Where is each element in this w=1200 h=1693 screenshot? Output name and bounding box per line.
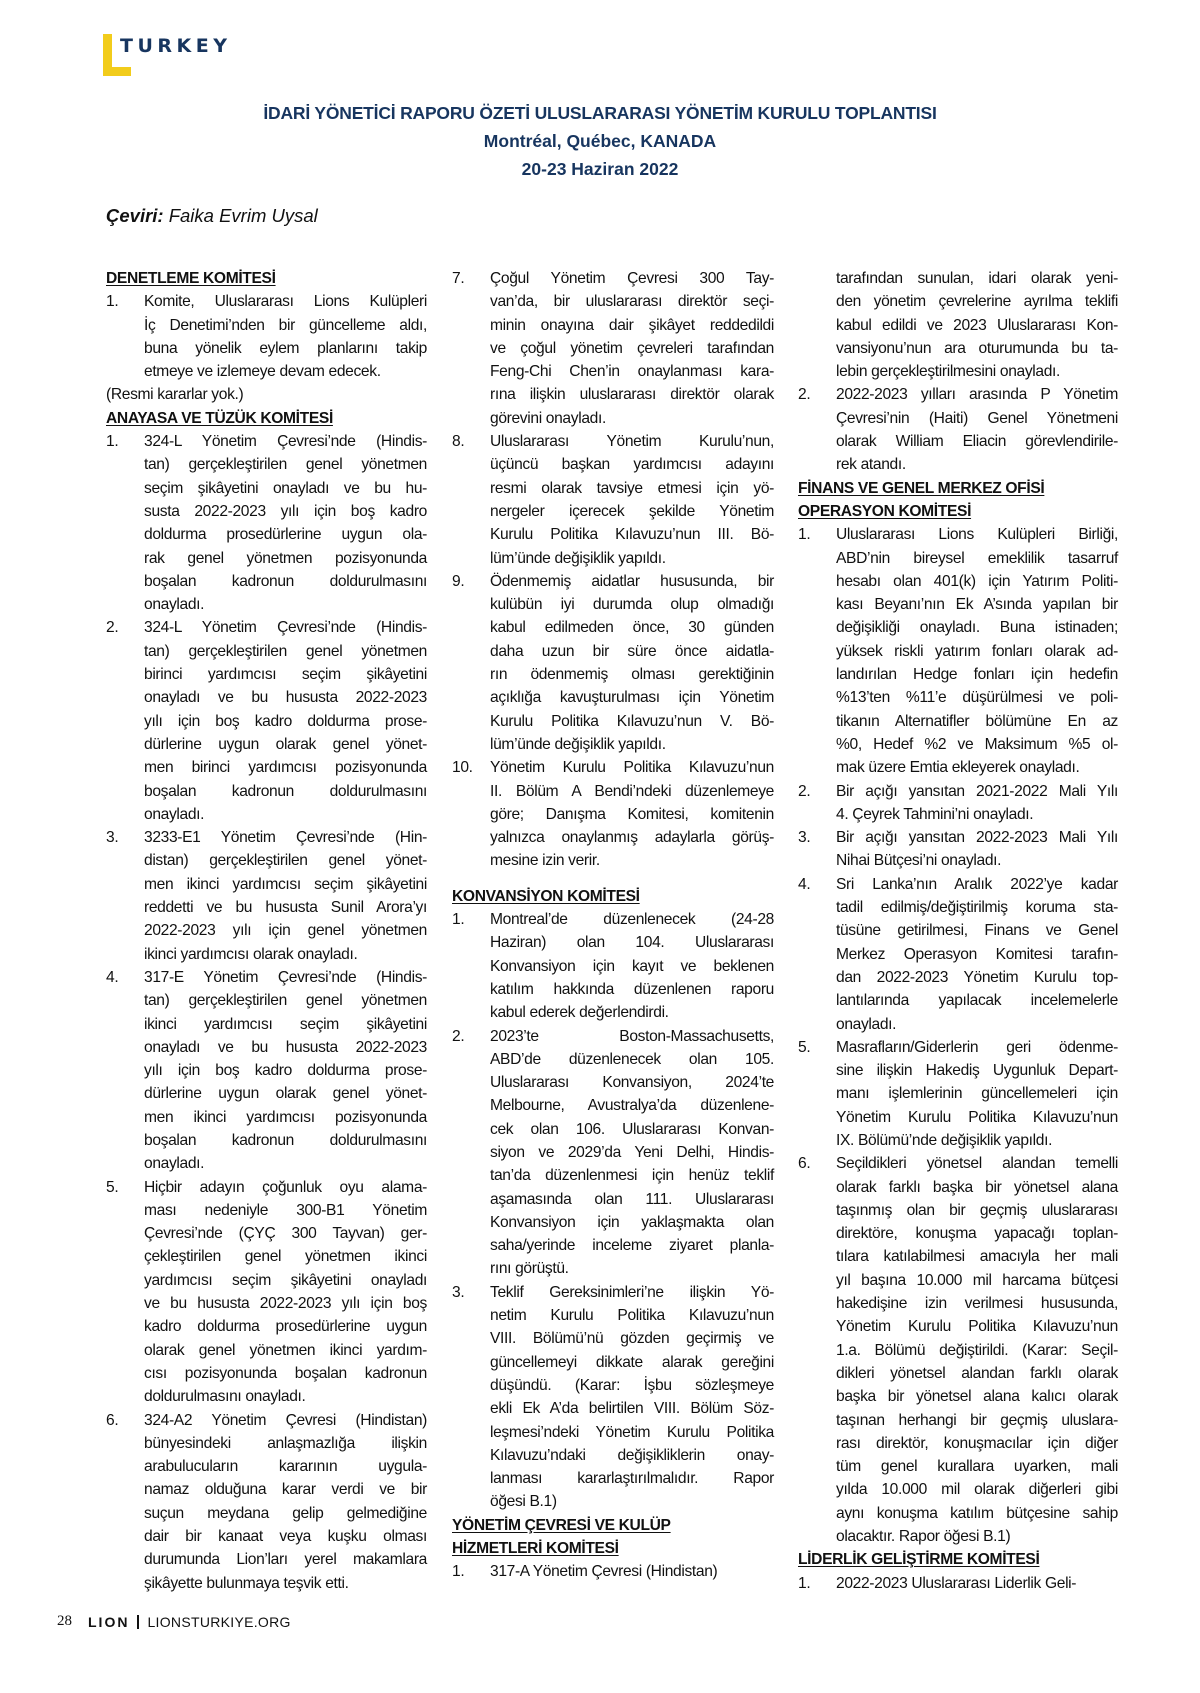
text-line: açıklığa kavuşturulması için Yönetim <box>490 689 774 707</box>
item-text <box>490 756 774 872</box>
text-line: lanması kararlaştırılmalıdır. Rapor <box>490 1470 774 1488</box>
item-text <box>490 570 774 756</box>
text-line: Kılavuzu’ndaki değişikliklerin onay- <box>490 1446 774 1464</box>
text-line: onayladı. <box>836 1015 897 1033</box>
list-item <box>452 430 774 570</box>
text-line: resmi olarak tavsiye etmesi için yö- <box>490 479 774 497</box>
footer-brand: LION <box>88 1613 130 1630</box>
item-number: 4. <box>798 875 811 893</box>
heading-line: KONVANSİYON KOMİTESİ <box>452 887 640 905</box>
item-number: 7. <box>452 270 465 287</box>
text-line: boşalan kadronun doldurulmasını <box>144 1131 427 1149</box>
text-line: rak genel yönetmen pozisyonunda <box>144 549 427 567</box>
text-line: sine ilişkin Hakediş Uygunluk Depart- <box>836 1062 1118 1080</box>
text-line: dan 2022-2023 Yönetim Kurulu top- <box>836 968 1118 986</box>
text-line: doldurulmasını onayladı. <box>144 1388 306 1406</box>
text-line: kabul edilmeden önce, 30 günden <box>490 619 774 637</box>
text-line: yılda 10.000 mil olarak diğerleri gibi <box>836 1481 1118 1499</box>
text-line: dikleri yönetsel alandan farklı olarak <box>836 1364 1118 1382</box>
text-line: rını görüştü. <box>490 1260 569 1278</box>
text-line: %0, Hedef %2 ve Maksimum %5 ol- <box>836 735 1118 753</box>
text-line: Bir açığı yansıtan 2022-2023 Mali Yılı <box>836 829 1118 847</box>
text-line: minin onayına dair şikâyet reddedildi <box>490 316 774 334</box>
footer-divider <box>137 1615 139 1629</box>
item-number: 2. <box>106 619 119 637</box>
text-line: aynı konuşma katılım bütçesine sahip <box>836 1504 1118 1522</box>
text-line: yılı için boş kadro doldurma prose- <box>144 1062 427 1080</box>
text-line: tikanın Alternatifler bölümüne En az <box>836 712 1118 730</box>
text-line: 2023’te Boston-Massachusetts, <box>490 1027 774 1045</box>
text-line: Çevresi’nin (Haiti) Genel Yönetmeni <box>836 409 1118 427</box>
text-line: olacaktır. Rapor öğesi B.1) <box>836 1528 1011 1546</box>
heading-line: HİZMETLERİ KOMİTESİ <box>452 1540 619 1558</box>
text-column-2 <box>452 267 774 1584</box>
text-line: çekleştirilen genel yönetmen ikinci <box>144 1248 427 1266</box>
text-line: Sri Lanka’nın Aralık 2022’ye kadar <box>836 875 1118 893</box>
text-line: cek olan 106. Uluslararası Konvan- <box>490 1120 774 1138</box>
heading-line: YÖNETİM ÇEVRESİ VE KULÜP <box>452 1516 671 1534</box>
text-line: tan’da düzenlenmesi için henüz teklif <box>490 1167 774 1185</box>
section-heading <box>798 477 1118 524</box>
footer-website[interactable]: LIONSTURKIYE.ORG <box>147 1613 291 1630</box>
text-line: tüsüne getirilmesi, Finans ve Genel <box>836 922 1118 940</box>
text-line: doldurma prosedürlerine uygun ola- <box>144 526 427 544</box>
text-line: yıl başına 10.000 mil harcama bütçesi <box>836 1271 1118 1289</box>
text-line: leşmesi’ndeki Yönetim Kurulu Politika <box>490 1423 774 1441</box>
list-item <box>106 1176 427 1409</box>
text-line: Montreal’de düzenlenecek (24-28 <box>490 911 774 929</box>
text-line: şikâyette bulunmaya teşvik etti. <box>144 1574 349 1592</box>
text-line: üçüncü başkan yardımcısı adayını <box>490 456 774 474</box>
text-line: arabulucuların kararının uygula- <box>144 1458 427 1476</box>
item-number: 1. <box>798 1574 811 1592</box>
text-line: ve çoğul yönetim çevreleri tarafından <box>490 339 774 357</box>
turkey-logo <box>103 34 243 79</box>
text-line: olarak William Eliacin görevlendirile- <box>836 433 1118 451</box>
text-line: cısı pozisyonunda boşalan kadronun <box>144 1364 427 1382</box>
item-text <box>490 430 774 570</box>
item-number: 10. <box>452 759 473 777</box>
item-number: 5. <box>798 1038 811 1056</box>
text-line: Çevresi’nde (ÇYÇ 300 Tayvan) ger- <box>144 1225 427 1243</box>
text-line: ekli Ek A’da belirtilen VIII. Bölüm Söz- <box>490 1400 774 1418</box>
text-line: tüm genel kurallara uyarken, mali <box>836 1458 1118 1476</box>
text-line: yalnızca onaylanmış adaylarla görüş- <box>490 829 774 847</box>
item-text <box>490 1025 774 1281</box>
translator-name: Faika Evrim Uysal <box>168 205 318 226</box>
text-line: Yönetim Kurulu Politika Kılavuzu’nun <box>836 1108 1118 1126</box>
text-line: men ikinci yardımcısı seçim şikâyetini <box>144 875 427 893</box>
logo-text: TURKEY <box>120 35 232 57</box>
text-line: başka bir yönetsel alana kalıcı olarak <box>836 1388 1118 1406</box>
item-number: 4. <box>106 968 119 986</box>
text-line: yardımcısı seçim şikâyetini onayladı <box>144 1271 427 1289</box>
text-line: 3233-E1 Yönetim Çevresi’nde (Hin- <box>144 829 427 847</box>
text-line: dürlerine uygun olarak genel yönet- <box>144 1085 427 1103</box>
text-line: manı işlemlerinin güncellemeleri için <box>836 1085 1118 1103</box>
section-heading <box>452 885 774 908</box>
list-item <box>798 1152 1118 1548</box>
text-line: kadro doldurma prosedürlerine uygun <box>144 1318 427 1336</box>
text-line: 1.a. Bölümü değiştirildi. (Karar: Seçil- <box>836 1341 1118 1359</box>
text-line: 324-A2 Yönetim Çevresi (Hindistan) <box>144 1411 427 1429</box>
item-text <box>490 267 774 430</box>
text-line: kulübün iyi durumda olup olmadığı <box>490 596 774 614</box>
text-line: 317-A Yönetim Çevresi (Hindistan) <box>490 1563 718 1581</box>
text-line: Bir açığı yansıtan 2021-2022 Mali Yılı <box>836 782 1118 800</box>
text-line: mak üzere Emtia ekleyerek onayladı. <box>836 759 1080 777</box>
text-line: Seçildikleri yönetsel alandan temelli <box>836 1155 1118 1173</box>
text-line: distan) gerçekleştirilen genel yönet- <box>144 852 427 870</box>
item-number: 3. <box>106 829 119 847</box>
text-line: bünyesindeki anlaşmazlığa ilişkin <box>144 1434 427 1452</box>
spacer <box>452 873 774 885</box>
text-line: Kurulu Politika Kılavuzu’nun III. Bö- <box>490 526 774 544</box>
item-number: 3. <box>798 829 811 847</box>
translator-label: Çeviri: <box>106 205 164 226</box>
text-line: siyon ve 2029’da Yeni Delhi, Hindis- <box>490 1143 774 1161</box>
text-line: %13’ten %11’e düşürülmesi ve poli- <box>836 689 1118 707</box>
item-text <box>836 826 1118 873</box>
text-line: görevini onayladı. <box>490 409 606 427</box>
list-item <box>798 383 1118 476</box>
text-line: Haziran) olan 104. Uluslararası <box>490 934 774 952</box>
text-line: 324-L Yönetim Çevresi’nde (Hindis- <box>144 433 427 451</box>
text-line: Merkez Operasyon Komitesi tarafın- <box>836 945 1118 963</box>
section-heading <box>452 1514 774 1561</box>
item-text <box>144 290 427 383</box>
text-line: van’da, bir uluslararası direktör seçi- <box>490 293 774 311</box>
list-item <box>452 756 774 872</box>
text-line: Komite, Uluslararası Lions Kulüpleri <box>144 293 427 311</box>
text-line: seçim şikâyetini onayladı ve bu hu- <box>144 479 427 497</box>
text-line: 2022-2023 Uluslararası Liderlik Geli- <box>836 1574 1077 1592</box>
list-item <box>798 873 1118 1036</box>
text-line: 4. Çeyrek Tahmini’ni onayladı. <box>836 805 1034 823</box>
item-number: 9. <box>452 572 465 590</box>
text-line: ABD’nin bireysel emeklilik tasarruf <box>836 549 1118 567</box>
text-line: boşalan kadronun doldurulmasını <box>144 782 427 800</box>
translator-credit <box>106 205 318 227</box>
list-item <box>106 826 427 966</box>
text-line: Nihai Bütçesi’ni onayladı. <box>836 852 1002 870</box>
text-line: Uluslararası Yönetim Kurulu’nun, <box>490 433 774 451</box>
text-line: taşınan herhangi bir geçmiş uluslara- <box>836 1411 1118 1429</box>
meeting-location: Montréal, Québec, KANADA <box>483 131 717 151</box>
report-title: İDARİ YÖNETİCİ RAPORU ÖZETİ ULUSLARARASI YÖNETİM KURULU TOPLANTISI <box>263 103 937 123</box>
text-line: susta 2022-2023 yılı için boş kadro <box>144 502 427 520</box>
item-text <box>490 1281 774 1514</box>
text-line: II. Bölüm A Bendi’ndeki düzenlemeye <box>490 782 774 800</box>
text-line: tan) gerçekleştirilen genel yönetmen <box>144 992 427 1010</box>
text-line: güncellemeyi dikkate alarak gereğini <box>490 1353 774 1371</box>
text-line: daha uzun bir süre önce aidatla- <box>490 642 774 660</box>
text-line: onayladı. <box>144 596 205 614</box>
item-number: 1. <box>452 911 465 929</box>
list-item <box>106 1409 427 1595</box>
text-line: lebin gerçekleştirilmesini onayladı. <box>836 363 1061 381</box>
item-number: 1. <box>106 293 119 311</box>
text-line: Feng-Chi Chen’in onaylanması kara- <box>490 363 774 381</box>
text-line: saha/yerinde inceleme ziyaret planla- <box>490 1237 774 1255</box>
item-text <box>836 1152 1118 1548</box>
list-item <box>452 1560 774 1583</box>
item-number: 1. <box>798 526 811 544</box>
text-line: kabul ederek değerlendirdi. <box>490 1004 669 1022</box>
item-number: 2. <box>452 1027 465 1045</box>
text-line: aşamasında olan 111. Uluslararası <box>490 1190 774 1208</box>
text-line: dürlerine uygun olarak genel yönet- <box>144 735 427 753</box>
item-number: 6. <box>106 1411 119 1429</box>
item-number: 1. <box>106 433 119 451</box>
list-item <box>798 1572 1118 1595</box>
text-line: taşınmış olan bir geçmiş uluslararası <box>836 1201 1118 1219</box>
item-text <box>144 430 427 616</box>
heading-line: ANAYASA VE TÜZÜK KOMİTESİ <box>106 409 333 427</box>
text-line: landırılan Hedge fonları için hedefin <box>836 666 1118 684</box>
text-line: 324-L Yönetim Çevresi’nde (Hindis- <box>144 619 427 637</box>
page-number: 28 <box>57 1613 72 1629</box>
text-line: öğesi B.1) <box>490 1493 557 1511</box>
text-line: ikinci yardımcısı olarak onayladı. <box>144 945 358 963</box>
list-item <box>452 267 774 430</box>
text-line: tadil edilmiş/değiştirilmiş koruma sta- <box>836 899 1118 917</box>
heading-line: OPERASYON KOMİTESİ <box>798 502 972 520</box>
text-line: tarafından sunulan, idari olarak yeni- <box>836 270 1118 287</box>
list-item <box>798 1036 1118 1152</box>
text-line: Teklif Gereksinimleri’ne ilişkin Yö- <box>490 1283 774 1301</box>
heading-line: DENETLEME KOMİTESİ <box>106 270 276 287</box>
item-text <box>836 1572 1118 1595</box>
text-line: durumunda Lion’ları yerel makamlara <box>144 1551 427 1569</box>
item-text <box>144 616 427 826</box>
item-number: 2. <box>798 386 811 404</box>
text-line: tılara katılabilmesi amacıyla her mali <box>836 1248 1118 1266</box>
text-line: göre; Danışma Komitesi, komitenin <box>490 805 774 823</box>
text-line: yüksek riskli yatırım fonları olarak ad- <box>836 642 1118 660</box>
text-line: hesabı olan 401(k) için Yatırım Politi- <box>836 572 1118 590</box>
text-line: lüm’ünde değişiklik yapıldı. <box>490 735 666 753</box>
text-line: ABD’de düzenlenecek olan 105. <box>490 1050 774 1068</box>
text-line: Çoğul Yönetim Çevresi 300 Tay- <box>490 270 774 287</box>
text-line: 2022-2023 yılı için genel yönetmen <box>144 922 427 940</box>
text-line: namaz olduğuna karar verdi ve bir <box>144 1481 427 1499</box>
text-line: ikinci yardımcısı seçim şikâyetini <box>144 1015 427 1033</box>
text-line: rın ödenmemiş olması gerektiğinin <box>490 666 774 684</box>
text-line: katılım hakkında düzenlenen raporu <box>490 980 774 998</box>
item-number: 2. <box>798 782 811 800</box>
item-number: 3. <box>452 1283 465 1301</box>
meeting-dates: 20-23 Haziran 2022 <box>521 159 679 179</box>
text-line: vansiyonu’nun ara oturumunda bu ta- <box>836 339 1118 357</box>
text-line: hakedişine izin verilmesi hususunda, <box>836 1295 1118 1313</box>
text-column-1 <box>106 267 427 1595</box>
item-text <box>836 873 1118 1036</box>
item-number <box>798 267 836 383</box>
text-line: etmeye ve izlemeye devam edecek. <box>144 363 381 381</box>
text-line: men birinci yardımcısı pozisyonunda <box>144 759 427 777</box>
text-line: rek atandı. <box>836 456 906 474</box>
text-line: ması nedeniyle 300-B1 Yönetim <box>144 1201 427 1219</box>
item-number: 1. <box>452 1563 465 1581</box>
item-number: 8. <box>452 433 465 451</box>
list-item <box>798 780 1118 827</box>
text-line: onayladı. <box>144 805 205 823</box>
text-line: Uluslararası Konvansiyon, 2024’te <box>490 1074 774 1092</box>
text-line: Yönetim Kurulu Politika Kılavuzu’nun <box>836 1318 1118 1336</box>
text-line: Ödenmemiş aidatlar hususunda, bir <box>490 572 774 590</box>
text-line: VIII. Bölümü’nü gözden geçirmiş ve <box>490 1330 774 1348</box>
list-item <box>106 430 427 616</box>
item-text <box>836 523 1118 779</box>
text-line: rına ilişkin uluslararası direktör olarak <box>490 386 774 404</box>
text-line: tan) gerçekleştirilen genel yönetmen <box>144 642 427 660</box>
text-line: onayladı ve bu hususta 2022-2023 <box>144 689 427 707</box>
section-heading <box>798 1548 1118 1571</box>
list-item <box>106 290 427 383</box>
text-line: Hiçbir adayın çoğunluk oyu alama- <box>144 1178 427 1196</box>
text-line: netim Kurulu Politika Kılavuzu’nun <box>490 1307 774 1325</box>
list-item <box>452 908 774 1024</box>
item-text <box>144 1409 427 1595</box>
text-line: onayladı. <box>144 1155 205 1173</box>
text-line: ve bu hususta 2022-2023 yılı için boş <box>144 1295 427 1313</box>
item-number: 5. <box>106 1178 119 1196</box>
text-line: Masrafların/Giderlerin geri ödenme- <box>836 1038 1118 1056</box>
page-footer <box>57 1613 291 1630</box>
list-item <box>798 826 1118 873</box>
section-heading <box>106 407 427 430</box>
text-line: tan) gerçekleştirilen genel yönetmen <box>144 456 427 474</box>
list-item <box>452 570 774 756</box>
text-line: IX. Bölümü’nde değişiklik yapıldı. <box>836 1131 1053 1149</box>
text-line: düşündü. (Karar: İşbu sözleşmeye <box>490 1376 774 1394</box>
list-item <box>798 523 1118 779</box>
text-line: kası Beyanı’nın Ek A’sında yapılan bir <box>836 596 1118 614</box>
item-text <box>490 908 774 1024</box>
text-column-3 <box>798 267 1118 1595</box>
text-line: onayladı ve bu hususta 2022-2023 <box>144 1038 427 1056</box>
text-line: Konvansiyon için kayıt ve beklenen <box>490 957 774 975</box>
item-number: 6. <box>798 1155 811 1173</box>
text-line: Konvansiyon için yaklaşmakta olan <box>490 1213 774 1231</box>
text-line: direktöre, konuşma yapacağı toplan- <box>836 1225 1118 1243</box>
text-line: olarak farklı başka bir yönetsel alana <box>836 1178 1118 1196</box>
text-line: boşalan kadronun doldurulmasını <box>144 572 427 590</box>
item-text <box>490 1560 774 1583</box>
item-text <box>836 383 1118 476</box>
list-item <box>106 616 427 826</box>
text-line: kabul edildi ve 2023 Uluslararası Kon- <box>836 316 1118 334</box>
text-line: lantılarında yapılacak incelemelerle <box>836 992 1118 1010</box>
item-text <box>144 1176 427 1409</box>
text-line: Kurulu Politika Kılavuzu’nun V. Bö- <box>490 712 774 730</box>
text-line: buna yönelik eylem planlarını takip <box>144 339 427 357</box>
text-line: mesine izin verir. <box>490 852 600 870</box>
text-line: Uluslararası Lions Kulüpleri Birliği, <box>836 526 1118 544</box>
text-line: değişikliği onayladı. Buna istinaden; <box>836 619 1118 637</box>
text-line: Yönetim Kurulu Politika Kılavuzu’nun <box>490 759 774 777</box>
text-line: 317-E Yönetim Çevresi’nde (Hindis- <box>144 968 427 986</box>
text-line: yılı için boş kadro doldurma prose- <box>144 712 427 730</box>
list-item <box>452 1025 774 1281</box>
text-line: rası direktör, konuşmacılar için diğer <box>836 1434 1118 1452</box>
text-line: olarak genel yönetmen ikinci yardım- <box>144 1341 427 1359</box>
text-line: Melbourne, Avustralya’da düzenlene- <box>490 1097 774 1115</box>
list-item <box>798 267 1118 383</box>
list-item <box>452 1281 774 1514</box>
item-text <box>836 1036 1118 1152</box>
heading-line: LİDERLİK GELİŞTİRME KOMİTESİ <box>798 1551 1040 1569</box>
text-line: reddetti ve bu hususta Sunil Arora’yı <box>144 899 427 917</box>
text-line: suçun meydana gelip gelmediğine <box>144 1504 427 1522</box>
text-line: 2022-2023 yılları arasında P Yönetim <box>836 386 1118 404</box>
item-text <box>144 826 427 966</box>
text-line: nergeler içerecek şekilde Yönetim <box>490 502 774 520</box>
text-line: dair bir kanaat veya kuşku olması <box>144 1528 427 1546</box>
list-item <box>106 966 427 1176</box>
text-line: birinci yardımcısı seçim şikâyetini <box>144 666 427 684</box>
text-line: den yönetim çevrelerine ayrılma teklifi <box>836 293 1118 311</box>
heading-line: FİNANS VE GENEL MERKEZ OFİSİ <box>798 479 1045 497</box>
text-line: men ikinci yardımcısı pozisyonunda <box>144 1108 427 1126</box>
item-text <box>836 780 1118 827</box>
logo-l-mark-horizontal <box>103 67 131 76</box>
text-line: (Resmi kararlar yok.) <box>106 386 244 404</box>
item-text <box>836 267 1118 383</box>
text-line: lüm’ünde değişiklik yapıldı. <box>490 549 666 567</box>
note-text <box>106 383 427 406</box>
section-heading <box>106 267 427 290</box>
item-text <box>144 966 427 1176</box>
text-line: İç Denetimi’nden bir güncelleme aldı, <box>144 316 427 334</box>
